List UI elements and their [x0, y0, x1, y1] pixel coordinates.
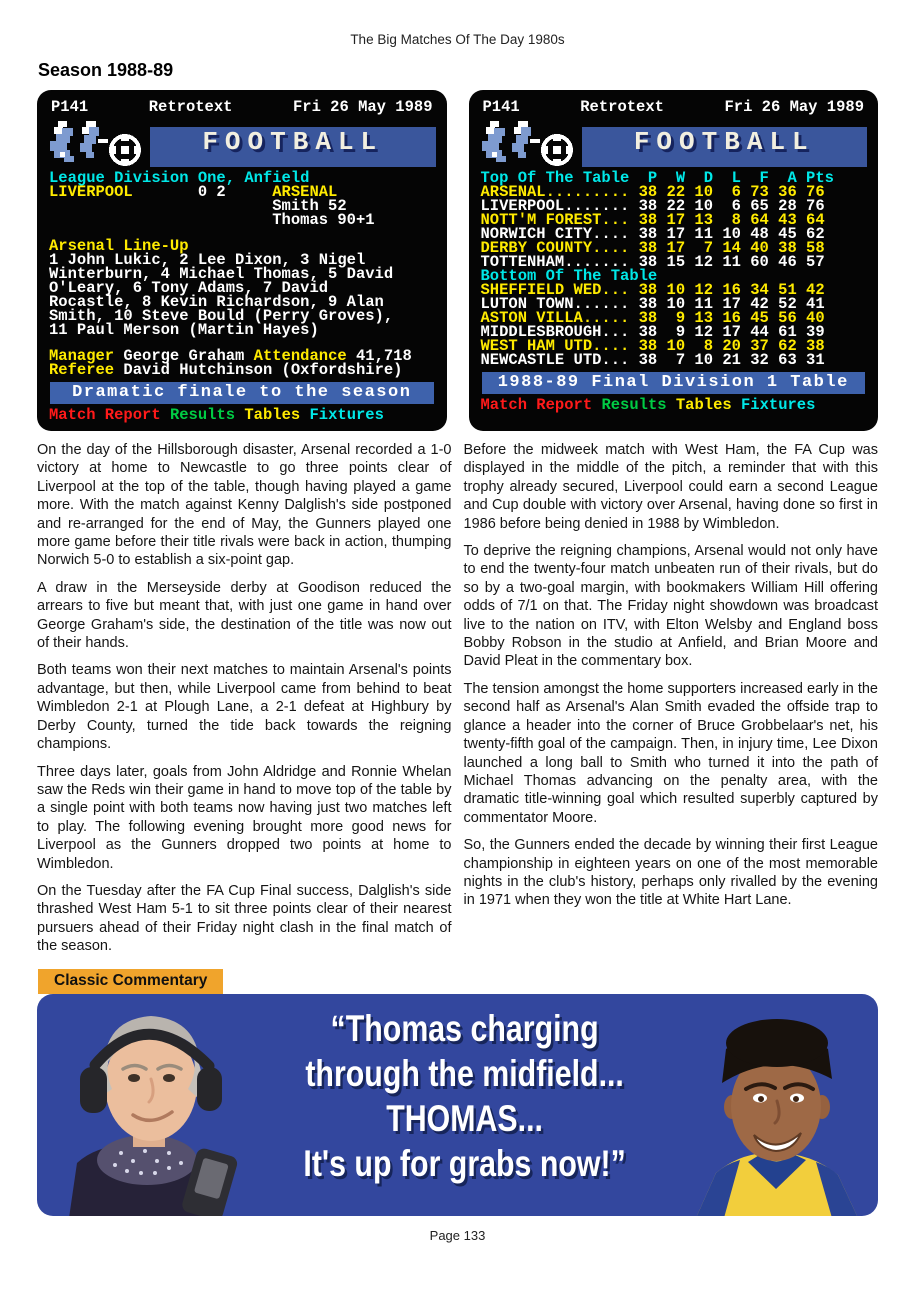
league-table-section-label: Bottom Of The Table: [480, 267, 658, 285]
classic-commentary-banner: [37, 994, 878, 1216]
league-table-row: LIVERPOOL....... 38 22 10 6 65 28 76: [480, 197, 825, 215]
season-title: Season 1988-89: [38, 60, 174, 80]
teletext-date: Fri 26 May 1989: [724, 98, 864, 116]
teletext-line: 1 John Lukic, 2 Lee Dixon, 3 Nigel: [49, 251, 366, 269]
article-paragraph: Both teams won their next matches to maintain Arsenal's points advantage, but then, while Liverpool came from behind to beat Wimbledon 2-1 at Plough Lane, a 2-1 defeat at Highbury by Derby County, turned the tide back towards the reigning champions.: [37, 662, 452, 753]
football-boot-ball-logo-icon: [480, 121, 580, 167]
teletext-screen-table: [469, 90, 879, 431]
fastext-links-row: Match Report Results Tables Fixtures: [480, 396, 816, 414]
teletext-status-bar: Dramatic finale to the season: [50, 382, 434, 404]
commentary-quote-text: [303, 1006, 625, 1187]
teletext-status-bar: 1988-89 Final Division 1 Table: [482, 372, 866, 394]
player-illustration: [682, 1013, 872, 1216]
teletext-line: Smith 52: [49, 197, 347, 215]
league-table-row: ASTON VILLA..... 38 9 13 16 45 56 40: [480, 309, 825, 327]
teletext-line: Winterburn, 4 Michael Thomas, 5 David: [49, 265, 394, 283]
teletext-header: [48, 97, 436, 118]
league-table-row: DERBY COUNTY.... 38 17 7 14 40 38 58: [480, 239, 825, 257]
teletext-line: Thomas 90+1: [49, 211, 375, 229]
league-table-row: NORWICH CITY.... 38 17 11 10 48 45 62: [480, 225, 825, 243]
teletext-screens-row: [37, 90, 878, 431]
teletext-line: LIVERPOOL 0 2 ARSENAL: [49, 183, 338, 201]
football-boot-ball-logo-icon: [48, 121, 148, 167]
book-header: The Big Matches Of The Day 1980s: [350, 32, 565, 47]
article-paragraph: On the day of the Hillsborough disaster, Arsenal recorded a 1-0 victory at home to Newcastle to go three points clear of Liverpool at the top of the table, though having played a game more. With the match against Kenny Dalglish's side postponed and re-arranged for the end of May, the Gunners played one more game before their title rivals were back in action, thumping Norwich 5-0 to establish a six-point gap.: [37, 442, 452, 569]
football-title-banner: FOOTBALL: [582, 127, 868, 167]
teletext-line: League Division One, Anfield: [49, 169, 310, 187]
teletext-page-number: P141: [482, 98, 520, 116]
classic-commentary-tab: Classic Commentary: [38, 969, 223, 994]
article-paragraph: So, the Gunners ended the decade by winning their first League championship in eighteen years on one of the most memorable nights in the club's history, perhaps only rivalled by the evening in 1971 when they won the title at White Hart Lane.: [463, 837, 878, 909]
article: [37, 441, 878, 965]
teletext-page-number: P141: [51, 98, 89, 116]
article-column-left: [37, 441, 452, 965]
league-table-header: Top Of The Table P W D L F A Pts: [480, 169, 834, 187]
quote-line: “Thomas charging: [330, 1007, 599, 1049]
football-title-banner: FOOTBALL: [150, 127, 436, 167]
teletext-line: Referee David Hutchinson (Oxfordshire): [49, 361, 403, 379]
league-table-row: ARSENAL......... 38 22 10 6 73 36 76: [480, 183, 825, 201]
league-table-row: NOTT'M FOREST... 38 17 13 8 64 43 64: [480, 211, 825, 229]
commentary-quote: [255, 1006, 674, 1187]
article-paragraph: A draw in the Merseyside derby at Goodison reduced the arrears to five but meant that, with just one game in hand over George Graham's side, the destination of the title was now out of their hands.: [37, 579, 452, 652]
teletext-date: Fri 26 May 1989: [292, 98, 433, 116]
teletext-line: O'Leary, 6 Tony Adams, 7 David: [49, 279, 329, 297]
teletext-logo-row: [48, 119, 436, 167]
teletext-screen-match: [37, 90, 447, 431]
league-table-row: LUTON TOWN...... 38 10 11 17 42 52 41: [480, 295, 825, 313]
teletext-service-name: Retrotext: [148, 98, 233, 116]
teletext-line: Rocastle, 8 Kevin Richardson, 9 Alan: [49, 293, 384, 311]
teletext-logo-row: [480, 119, 868, 167]
article-paragraph: Before the midweek match with West Ham, the FA Cup was displayed in the middle of the pitch, a reminder that with this trophy already secured, Liverpool could earn a second League and Cup double with victory over Arsenal, having done so first in 1986 before being denied in 1988 by Wimbledon.: [463, 442, 878, 532]
league-table-row: WEST HAM UTD.... 38 10 8 20 37 62 38: [480, 337, 825, 355]
page-number-footer: Page 133: [429, 1227, 486, 1243]
article-paragraph: On the Tuesday after the FA Cup Final success, Dalglish's side thrashed West Ham 5-1 to sit three points clear of their nearest pursuers ahead of their Friday night clash in the final match of the season.: [37, 882, 452, 955]
teletext-line: Smith, 10 Steve Bould (Perry Groves),: [49, 307, 394, 325]
quote-line: through the midfield...: [305, 1052, 624, 1094]
article-paragraph: The tension amongst the home supporters increased early in the second half as Arsenal's Alan Smith evaded the offside trap to glance a header into the corner of Bruce Grobbelaar's net, his twenty-fifth goal of the campaign. Then, in injury time, Lee Dixon launched a long ball to Smith who turned it into the path of Michael Thomas advancing on the penalty area, with the dramatic title-winning goal which resulted superbly captured by commentator Moore.: [463, 680, 878, 826]
teletext-service-name: Retrotext: [580, 98, 664, 116]
league-table-row: TOTTENHAM....... 38 15 12 11 60 46 57: [480, 253, 825, 271]
league-table-row: NEWCASTLE UTD... 38 7 10 21 32 63 31: [480, 351, 825, 369]
quote-line: It's up for grabs now!”: [303, 1142, 626, 1184]
teletext-line: 11 Paul Merson (Martin Hayes): [49, 321, 319, 339]
teletext-line: Manager George Graham Attendance 41,718: [49, 347, 412, 365]
teletext-line: Arsenal Line-Up: [49, 237, 189, 255]
quote-line: THOMAS...: [386, 1097, 543, 1139]
teletext-body: [48, 171, 436, 422]
teletext-header: [480, 97, 868, 118]
article-column-right: [464, 441, 879, 965]
league-table-row: MIDDLESBROUGH... 38 9 12 17 44 61 39: [480, 323, 825, 341]
article-paragraph: Three days later, goals from John Aldridge and Ronnie Whelan saw the Reds win their game in hand to move top of the table by a single point with both teams now having just two matches left to play. The following evening brought more good news for Liverpool as the Gunners dropped two points at home to Wimbledon.: [37, 763, 452, 872]
commentator-illustration: [51, 1003, 251, 1216]
fastext-links-row: Match Report Results Tables Fixtures: [49, 406, 384, 424]
teletext-body: [480, 171, 868, 412]
league-table-row: SHEFFIELD WED... 38 10 12 16 34 51 42: [480, 281, 825, 299]
article-paragraph: To deprive the reigning champions, Arsenal would not only have to end the twenty-four match unbeaten run of their rivals, but do so by a two-goal margin, with bookmakers William Hill offering odds of 7/1 on that. The Friday night showdown was broadcast live to the nation on ITV, with Elton Welsby and England boss Bobby Robson in the studio at Anfield, and Brian Moore and David Pleat in the commentary box.: [463, 543, 878, 670]
